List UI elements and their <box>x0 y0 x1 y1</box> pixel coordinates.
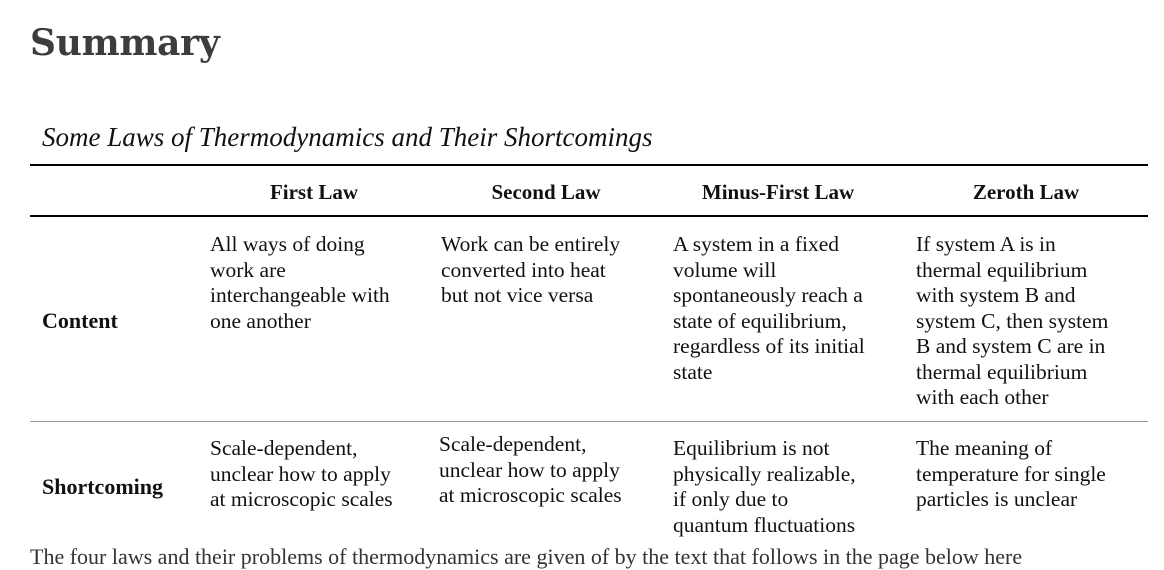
cell-shortcoming-first-law <box>210 436 393 513</box>
cell-line: state of equilibrium, <box>673 308 847 333</box>
cell-line: with system B and <box>916 283 1076 307</box>
cell-shortcoming-zeroth-law <box>916 436 1106 513</box>
cell-line: Equilibrium is not <box>673 436 830 460</box>
cell-line: A system in a fixed <box>673 232 840 256</box>
table-row-divider <box>30 421 1148 422</box>
truncated-paragraph-line: The four laws and their problems of thermodynamics are given of by the text that follows in the page below here <box>30 544 1023 569</box>
cell-shortcoming-second-law <box>439 432 622 509</box>
cell-line: state <box>673 359 713 384</box>
cell-line: at microscopic scales <box>439 483 622 507</box>
cell-line: quantum fluctuations <box>673 512 856 537</box>
row-header-shortcoming: Shortcoming <box>42 474 163 499</box>
cell-line: volume will <box>673 257 777 282</box>
truncated-paragraph-text <box>30 544 1148 569</box>
table-top-rule <box>30 164 1148 166</box>
cell-line: All ways of doing <box>210 232 365 256</box>
cell-line: Scale-dependent, <box>439 432 587 456</box>
cell-line: but not vice versa <box>441 283 594 307</box>
cell-line: one another <box>210 308 311 333</box>
cell-line: system C, then system <box>916 308 1109 333</box>
cell-content-first-law <box>210 232 390 334</box>
cell-line: at microscopic scales <box>210 487 393 511</box>
cell-line: regardless of its initial <box>673 334 865 358</box>
column-header-zeroth-law: Zeroth Law <box>972 180 1080 204</box>
cell-line: B and system C are in <box>916 334 1106 358</box>
cell-line: Work can be entirely <box>441 232 621 256</box>
cell-line: Scale-dependent, <box>210 436 358 460</box>
cell-line: If system A is in <box>916 232 1056 256</box>
column-header-second-law: Second Law <box>491 180 601 204</box>
cell-line: thermal equilibrium <box>916 257 1088 282</box>
cell-line: The meaning of <box>916 436 1053 460</box>
table-caption: Some Laws of Thermodynamics and Their Shortcomings <box>42 122 653 152</box>
table-header-rule <box>30 215 1148 217</box>
cell-line: spontaneously reach a <box>673 283 863 307</box>
cell-content-zeroth-law <box>916 232 1108 411</box>
cell-line: converted into heat <box>441 257 606 282</box>
cell-shortcoming-minus-first-law <box>673 436 856 538</box>
row-header-content: Content <box>42 308 118 333</box>
cell-line: physically realizable, <box>673 461 856 486</box>
cell-line: unclear how to apply <box>210 461 391 486</box>
cell-line: particles is unclear <box>916 487 1078 511</box>
cell-line: if only due to <box>673 487 789 511</box>
cell-line: unclear how to apply <box>439 457 620 482</box>
cell-line: thermal equilibrium <box>916 359 1088 384</box>
cell-line: temperature for single <box>916 461 1106 486</box>
cell-content-second-law <box>441 232 620 309</box>
cell-line: with each other <box>916 385 1049 409</box>
column-header-minus-first-law: Minus-First Law <box>701 180 855 204</box>
cell-line: work are <box>210 257 286 282</box>
column-header-first-law: First Law <box>269 180 359 204</box>
cell-content-minus-first-law <box>673 232 865 385</box>
page-heading: Summary <box>30 22 220 64</box>
cell-line: interchangeable with <box>210 283 390 307</box>
